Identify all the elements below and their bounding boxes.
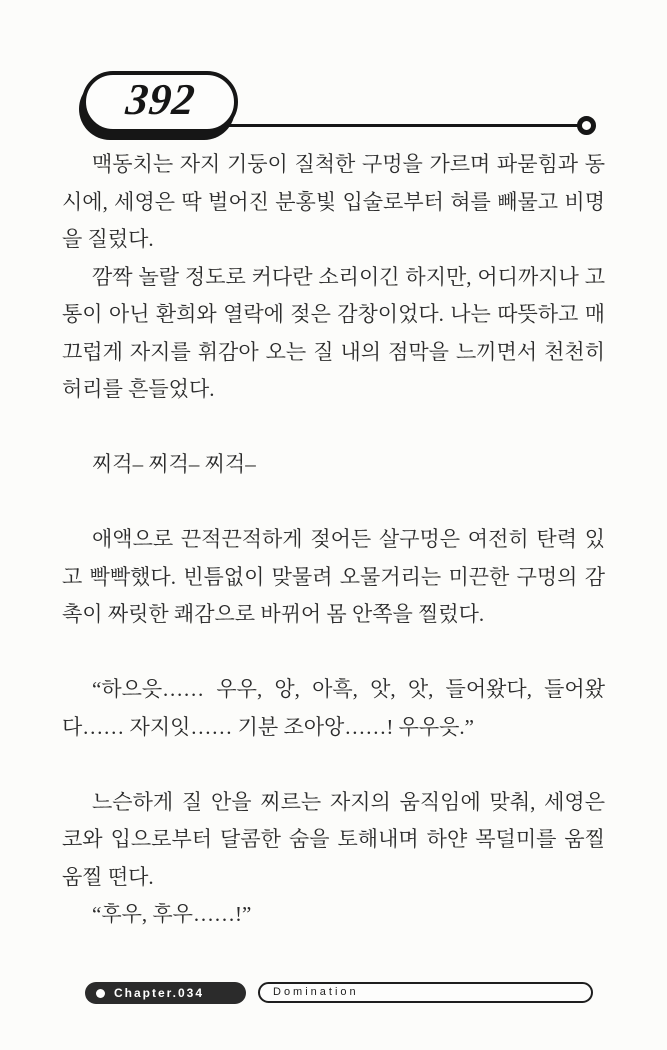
series-badge	[258, 982, 593, 1003]
chapter-badge	[85, 982, 246, 1004]
chapter-label: Chapter.034	[114, 985, 205, 1000]
page-number-badge	[82, 71, 238, 133]
paragraph-narration: 맥동치는 자지 기둥이 질척한 구멍을 가르며 파묻힘과 동시에, 세영은 딱 벌어진 분홍빛 입술로부터 혀를 빼물고 비명을 질렀다.	[62, 152, 605, 251]
sfx-line: 찌걱– 찌걱– 찌걱–	[92, 452, 256, 476]
page-number: 392	[123, 75, 198, 124]
header-rule	[215, 124, 579, 127]
dialogue-line: “하으읏…… 우우, 앙, 아흑, 앗, 앗, 들어왔다, 들어왔다…… 자지잇…… 기분 조아앙……! 우우읏.”	[62, 677, 605, 739]
body-text	[62, 146, 605, 934]
paragraph-narration: 애액으로 끈적끈적하게 젖어든 살구멍은 여전히 탄력 있고 빡빡했다. 빈틈없이 맞물려 오물거리는 미끈한 구멍의 감촉이 짜릿한 쾌감으로 바뀌어 몸 안쪽을 찔렀다.	[62, 527, 605, 626]
chapter-dot-icon	[96, 989, 105, 998]
page-footer	[0, 980, 667, 1008]
paragraph-narration: 느슨하게 질 안을 찌르는 자지의 움직임에 맞춰, 세영은 코와 입으로부터 달콤한 숨을 토해내며 하얀 목덜미를 움찔움찔 떤다.	[62, 789, 605, 889]
dialogue-line: “후우, 후우……!”	[92, 902, 252, 926]
page-header	[0, 70, 667, 142]
header-rule-end-dot-icon	[577, 116, 596, 135]
series-label: Domination	[273, 985, 359, 998]
paragraph-narration: 깜짝 놀랄 정도로 커다란 소리이긴 하지만, 어디까지나 고통이 아닌 환희와 열락에 젖은 감창이었다. 나는 따뜻하고 매끄럽게 자지를 휘감아 오는 질 내의 점막을 느끼면서 천천히 허리를 흔들었다.	[62, 264, 605, 401]
